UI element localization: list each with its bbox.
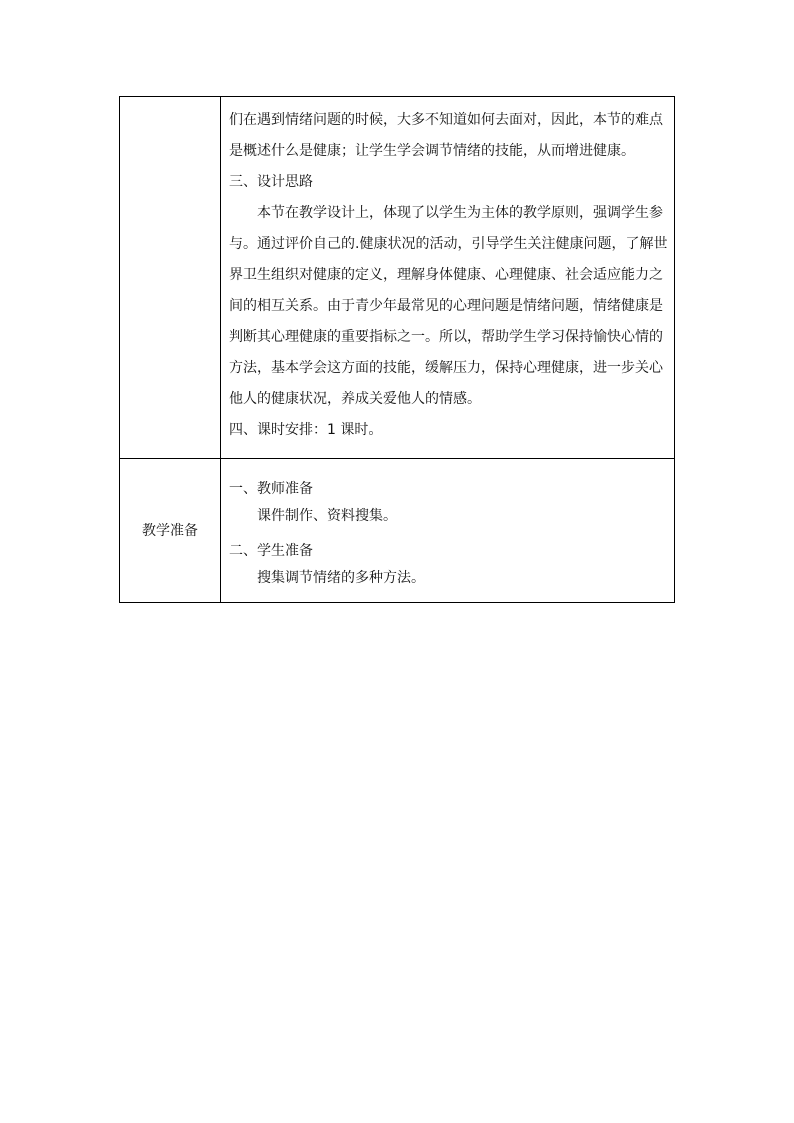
paragraph-line: 是概述什么是健康；让学生学会调节情绪的技能，从而增进健康。 <box>229 143 635 159</box>
prep-label: 教学准备 <box>142 523 198 539</box>
design-heading: 三、设计思路 <box>229 174 313 190</box>
content-cell <box>221 97 675 459</box>
paragraph-line: 判断其心理健康的重要指标之一。所以，帮助学生学习保持愉快心情的 <box>229 329 663 345</box>
table-row <box>120 97 675 459</box>
student-prep-block <box>229 541 668 588</box>
paragraph-line: 们在遇到情绪问题的时候，大多不知道如何去面对，因此，本节的难点 <box>229 112 663 128</box>
teacher-prep-item: 课件制作、资料搜集。 <box>257 508 397 524</box>
table-row <box>120 459 675 603</box>
paragraph-line: 本节在教学设计上，体现了以学生为主体的教学原则，强调学生参 <box>257 205 663 221</box>
paragraph-line: 界卫生组织对健康的定义，理解身体健康、心理健康、社会适应能力之 <box>229 267 663 283</box>
paragraph-line: 他人的健康状况，养成关爱他人的情感。 <box>229 391 481 407</box>
empty-label-cell <box>120 97 221 459</box>
teacher-prep-block <box>229 479 668 526</box>
prep-label-cell <box>120 459 221 603</box>
schedule-line: 四、课时安排：1 课时。 <box>229 422 383 438</box>
lesson-plan-table <box>119 96 675 603</box>
paragraph-line: 间的相互关系。由于青少年最常见的心理问题是情绪问题，情绪健康是 <box>229 298 663 314</box>
prep-content-cell <box>221 459 675 603</box>
paragraph-line: 与。通过评价自己的.健康状况的活动，引导学生关注健康问题，了解世 <box>229 236 668 252</box>
student-prep-item: 搜集调节情绪的多种方法。 <box>257 570 425 586</box>
student-prep-heading: 二、学生准备 <box>229 543 313 559</box>
teacher-prep-heading: 一、教师准备 <box>229 481 313 497</box>
paragraph-line: 方法，基本学会这方面的技能，缓解压力，保持心理健康，进一步关心 <box>229 360 663 376</box>
